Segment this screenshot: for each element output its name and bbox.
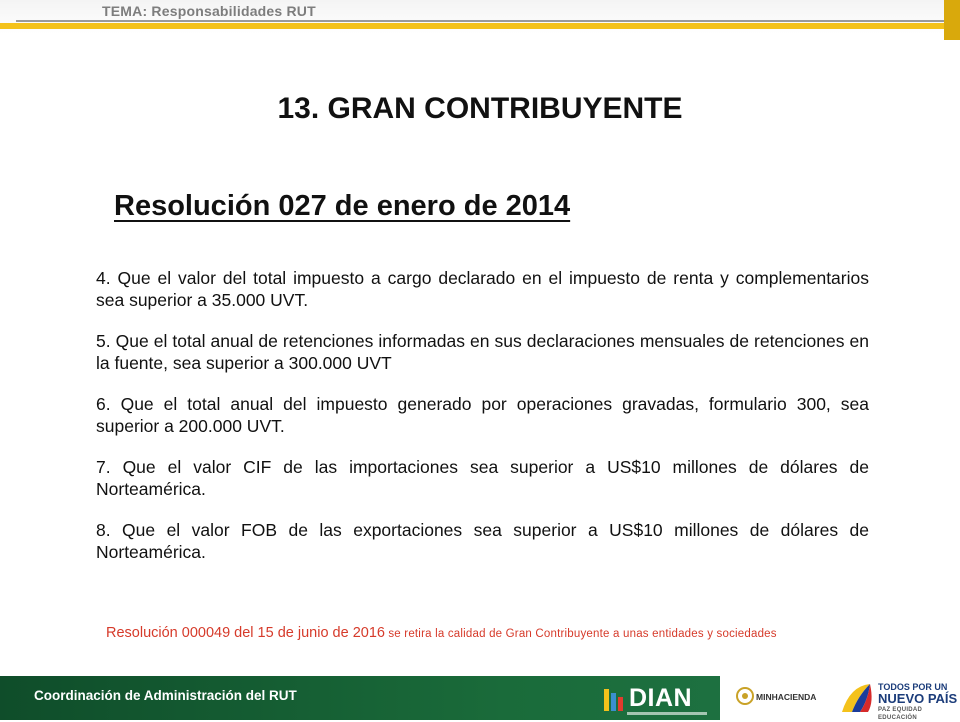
footnote-detail: se retira la calidad de Gran Contribuyente a unas entidades y sociedades [384,628,777,640]
requirement-item: 7. Que el valor CIF de las importaciones sea superior a US$10 millones de dólares de Norteamérica. [96,457,869,499]
requirements-list [96,267,869,582]
gov-slogan-line2: NUEVO PAÍS [878,691,958,706]
requirement-item: 5. Que el total anual de retenciones informadas en sus declaraciones mensuales de retenciones en la fuente, sea superior a 300.000 UVT [96,331,869,373]
header-corner-accent [944,0,960,40]
government-slogan [878,682,958,722]
header-divider [16,20,944,22]
footnote [106,624,906,642]
requirement-item: 8. Que el valor FOB de las exportaciones sea superior a US$10 millones de dólares de Norteamérica. [96,520,869,562]
slide-subtitle: Resolución 027 de enero de 2014 [114,190,571,222]
topic-label: TEMA: Responsabilidades RUT [102,3,316,19]
requirement-item: 4. Que el valor del total impuesto a cargo declarado en el impuesto de renta y complementarios sea superior a 35.000 UVT. [96,268,869,310]
colombia-flag-logo-icon [836,678,878,720]
gov-slogan-line1: TODOS POR UN [878,682,948,692]
slide-title: 13. GRAN CONTRIBUYENTE [277,92,683,125]
footnote-resolution: Resolución 000049 del 15 de junio de 2016 [106,625,385,641]
requirement-item: 6. Que el total anual del impuesto generado por operaciones gravadas, formulario 300, sea superior a 200.000 UVT. [96,394,869,436]
minhacienda-logo-text: MINHACIENDA [756,692,817,702]
header-accent-bar [0,23,945,29]
gov-slogan-line3: PAZ EQUIDAD EDUCACIÓN [878,707,923,721]
dian-logo-text: DIAN [629,684,693,712]
footer-coordination: Coordinación de Administración del RUT [34,688,297,703]
